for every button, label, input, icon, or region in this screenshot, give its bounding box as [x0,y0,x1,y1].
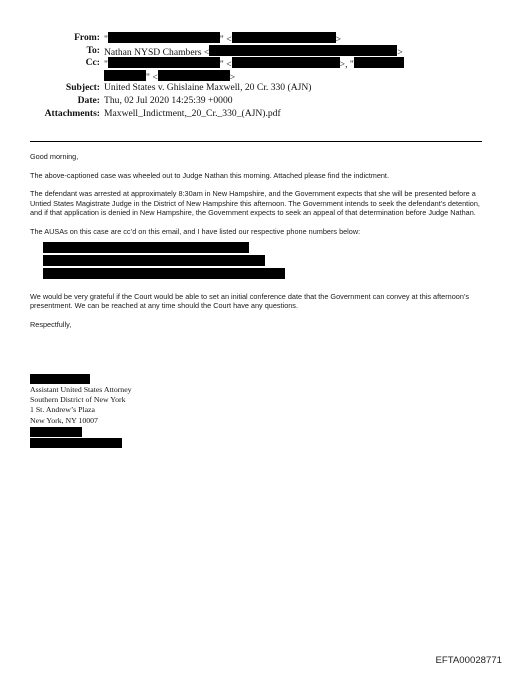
redaction-bar [43,255,265,266]
attachments-row [0,108,512,121]
redaction-bar [108,32,220,43]
redaction-bar [30,427,82,437]
email-header [0,32,512,120]
redaction-bar [43,242,249,253]
paragraph-4: We would be very grateful if the Court would be able to set an initial conference date that the Government can convey at this afternoon’s presentment. We can be reached at any time should the Court have any questions. [30,291,470,311]
redaction-bar [108,57,220,68]
to-recipient: Nathan NYSD Chambers < [104,46,210,58]
redaction-bar [209,45,397,56]
redaction-bar [43,268,285,279]
paragraph-3: The AUSAs on this case are cc’d on this email, and I have listed our respective phone numbers below: [30,226,361,236]
signature-block [30,373,132,449]
to-row [0,45,512,58]
from-row [0,32,512,45]
redaction-bar [232,57,340,68]
from-bracket-close: > [335,34,342,45]
redaction-bar [30,438,122,448]
email-body [30,152,490,338]
cc-row [0,57,512,70]
redaction-bar [30,374,90,384]
cc-label: Cc: [85,57,100,69]
header-divider [30,141,482,142]
paragraph-1: The above-captioned case was wheeled out to Judge Nathan this morning. Attached please find the indictment. [30,170,389,180]
cc-bracket-2: " < [146,71,158,83]
cc-separator: >, " [339,59,354,71]
redaction-bar [354,57,404,68]
signature-city: New York, NY 10007 [30,415,98,425]
attachments-label: Attachments: [44,107,100,119]
cc-quote: " [104,59,108,71]
subject-value: United States v. Ghislaine Maxwell, 20 Cr. 330 (AJN) [104,82,312,94]
phone-list [43,242,490,279]
to-bracket-close: > [397,46,403,58]
from-quote: " [104,34,108,45]
document-id: EFTA00028771 [435,655,502,666]
closing: Respectfully, [30,319,72,329]
cc-bracket: " < [219,59,232,71]
redaction-bar [232,32,336,43]
signature-street: 1 St. Andrew’s Plaza [30,405,95,415]
from-bracket: " < [219,34,232,45]
redaction-bar [104,70,146,81]
cc-bracket-close-2: > [229,71,236,83]
date-label: Date: [77,94,100,106]
signature-office: Southern District of New York [30,395,126,405]
subject-label: Subject: [65,82,100,94]
attachment-link[interactable]: Maxwell_Indictment,_20_Cr._330_(AJN).pdf [104,107,281,119]
subject-row [0,82,512,95]
from-label: From: [74,32,100,43]
greeting: Good morning, [30,152,79,161]
paragraph-2: The defendant was arrested at approximately 8:30am in New Hampshire, and the Government expects that she will be presented before a Untied States Magistrate Judge in the District of New Hampshire this afternoon. The Government intends to seek the defendant’s detention, and if that application is denied in New Hampshire, the Government expects to seek an appeal of that determination before Judge Nathan. [30,189,480,218]
redaction-bar [158,70,230,81]
date-value: Thu, 02 Jul 2020 14:25:39 +0000 [104,94,233,106]
signature-title: Assistant United States Attorney [30,385,132,394]
date-row [0,95,512,108]
cc-row-2 [0,70,512,83]
to-label: To: [86,44,100,56]
